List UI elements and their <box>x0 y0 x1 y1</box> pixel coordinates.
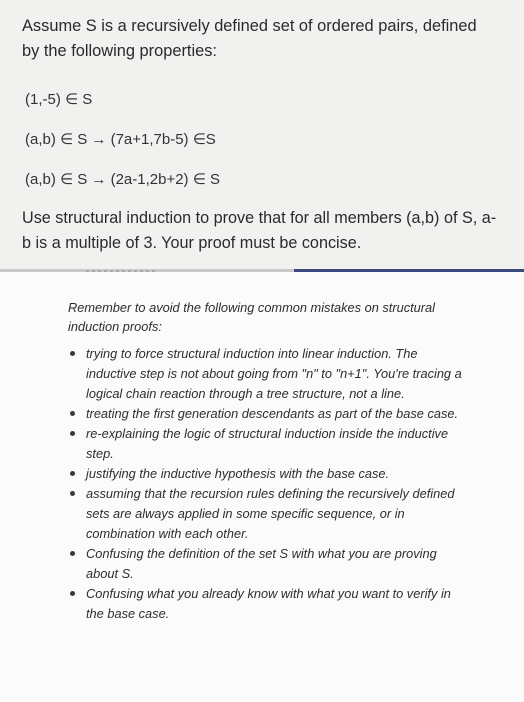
list-item <box>62 544 462 584</box>
list-item <box>62 344 462 404</box>
bullet-icon <box>70 471 75 476</box>
bullet-icon <box>70 551 75 556</box>
bullet-icon <box>70 411 75 416</box>
rule-recursive-1: (a,b) ∈ S → (7a+1,7b-5) ∈S <box>25 131 216 148</box>
mistake-text: treating the first generation descendants as part of the base case. <box>86 406 459 421</box>
bullet-icon <box>70 431 75 436</box>
list-item <box>62 484 462 544</box>
mistake-text: Confusing what you already know with what you want to verify in the base case. <box>86 586 451 621</box>
bullet-icon <box>70 491 75 496</box>
bullet-icon <box>70 591 75 596</box>
cut-off-text-remnant <box>86 270 156 272</box>
mistake-text: re-explaining the logic of structural induction inside the inductive step. <box>86 426 449 461</box>
reminder-intro: Remember to avoid the following common mistakes on structural induction proofs: <box>68 300 435 334</box>
question-title: Assume S is a recursively defined set of ordered pairs, defined by the following properties: <box>22 17 477 60</box>
mistake-text: Confusing the definition of the set S with what you are proving about S. <box>86 546 437 581</box>
mistake-text: trying to force structural induction into linear induction. The inductive step is not about going from "n" to "n+1". You're tracing a logical chain reaction through a tree structure, not a line. <box>86 346 462 401</box>
mistake-text: justifying the inductive hypothesis with the base case. <box>86 466 390 481</box>
reminder-panel <box>0 272 524 702</box>
mistake-text: assuming that the recursion rules defining the recursively defined sets are always applied in some specific sequence, or in combination with each other. <box>86 486 455 541</box>
bullet-icon <box>70 351 75 356</box>
question-panel <box>0 0 524 270</box>
rule-recursive-2: (a,b) ∈ S → (2a-1,2b+2) ∈ S <box>25 171 220 188</box>
question-task: Use structural induction to prove that for all members (a,b) of S, a-b is a multiple of 3. Your proof must be concise. <box>22 209 497 252</box>
list-item <box>62 584 462 624</box>
list-item <box>62 424 462 464</box>
mistakes-list <box>62 344 462 624</box>
list-item <box>62 404 462 424</box>
list-item <box>62 464 462 484</box>
rule-base: (1,-5) ∈ S <box>25 91 93 108</box>
